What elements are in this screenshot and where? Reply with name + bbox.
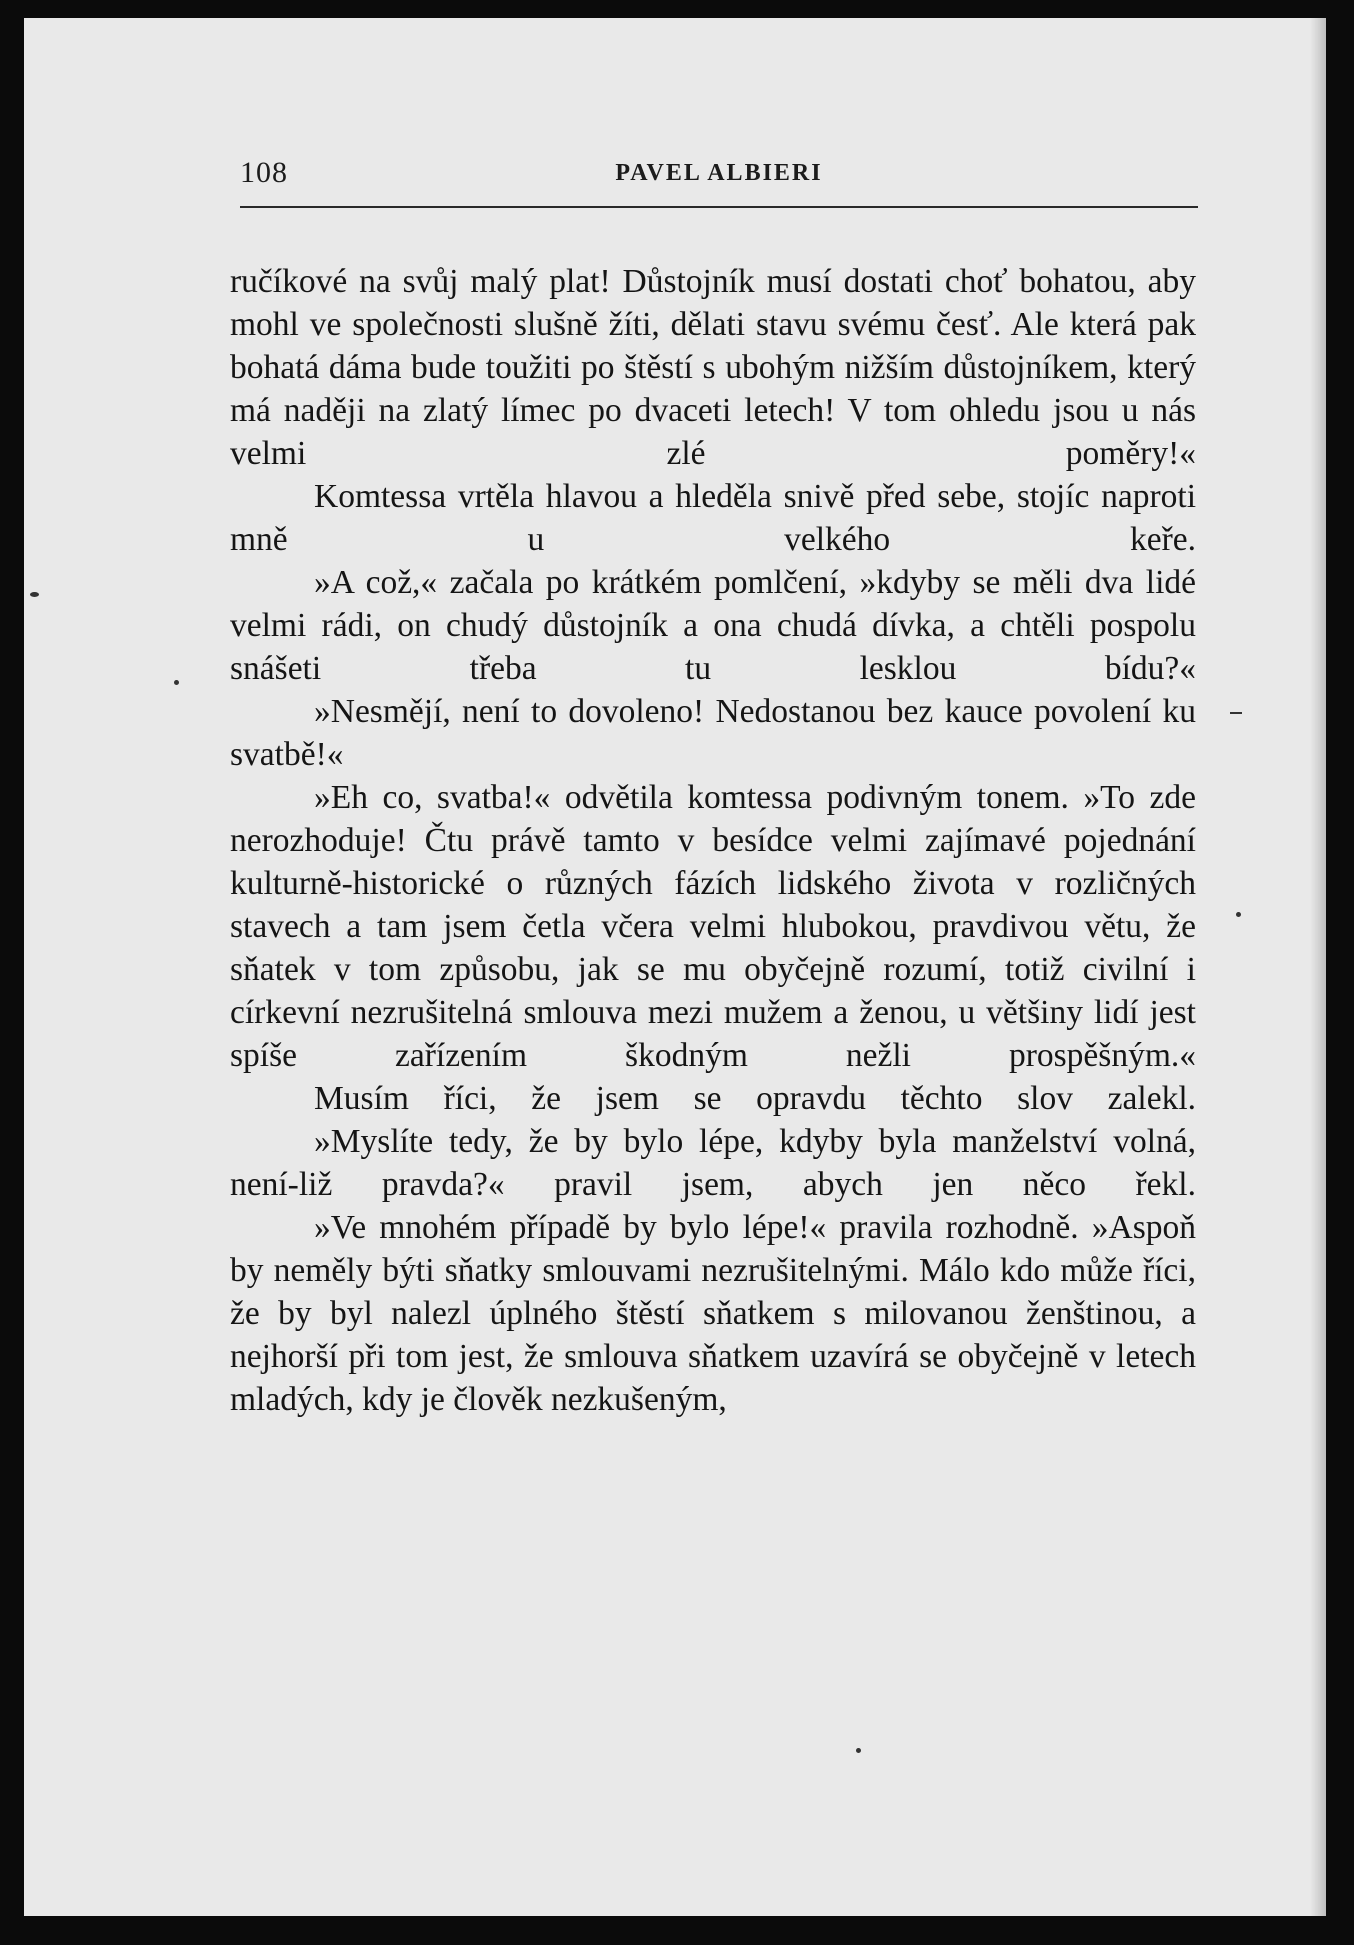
print-speck bbox=[174, 680, 179, 685]
page-number: 108 bbox=[240, 156, 288, 189]
book-page bbox=[24, 18, 1326, 1916]
paragraph-2: Komtessa vrtěla hlavou a hleděla snivě před sebe, stojíc naproti mně u velkého keře. bbox=[230, 478, 1196, 558]
running-head bbox=[240, 146, 1198, 196]
paragraph-7: »Myslíte tedy, že by bylo lépe, kdyby byla manželství volná, není-liž pravda?« pravil jsem, abych jen něco řekl. bbox=[230, 1123, 1196, 1203]
header-rule bbox=[240, 206, 1198, 208]
paragraph-8: »Ve mnohém případě by bylo lépe!« pravila rozhodně. »Aspoň by neměly býti sňatky smlouvami nezrušitelnými. Málo kdo může říci, že by byl nalezl úplného štěstí sňatkem s milovanou ženštinou, a nejhorší při tom jest, že smlouva sňatkem uzavírá se obyčejně v letech mladých, kdy je člověk nezkušeným, bbox=[230, 1209, 1196, 1418]
page-edge-shadow bbox=[1310, 18, 1326, 1916]
print-speck bbox=[1236, 912, 1241, 917]
print-speck bbox=[1230, 712, 1242, 714]
paragraph-1: ručíkové na svůj malý plat! Důstojník musí dostati choť bohatou, aby mohl ve společnosti slušně žíti, dělati stavu svému česť. Ale která pak bohatá dáma bude toužiti po štěstí s ubohým nižším důstojníkem, který má naději na zlatý límec po dvaceti letech! V tom ohledu jsou u nás velmi zlé poměry!« bbox=[230, 263, 1196, 472]
paragraph-5: »Eh co, svatba!« odvětila komtessa podivným tonem. »To zde nerozhoduje! Čtu právě tamto v besídce velmi zajímavé pojednání kulturně-historické o různých fázích lidského života v rozličných stavech a tam jsem četla včera velmi hlubokou, pravdivou větu, že sňatek v tom způsobu, jak se mu obyčejně rozumí, totiž civilní i církevní nezrušitelná smlouva mezi mužem a ženou, u většiny lidí jest spíše zařízením škodným nežli prospěšným.« bbox=[230, 779, 1196, 1074]
body-text bbox=[230, 260, 1196, 1421]
print-speck bbox=[30, 592, 39, 597]
header-title: PAVEL ALBIERI bbox=[615, 160, 823, 186]
paragraph-3: »A což,« začala po krátkém pomlčení, »kdyby se měli dva lidé velmi rádi, on chudý důstojník a ona chudá dívka, a chtěli pospolu snášeti třeba tu lesklou bídu?« bbox=[230, 564, 1196, 687]
paragraph-6: Musím říci, že jsem se opravdu těchto slov zalekl. bbox=[314, 1080, 1196, 1117]
print-speck bbox=[856, 1748, 861, 1753]
paragraph-4: »Nesmějí, není to dovoleno! Nedostanou bez kauce povolení ku svatbě!« bbox=[230, 693, 1196, 773]
